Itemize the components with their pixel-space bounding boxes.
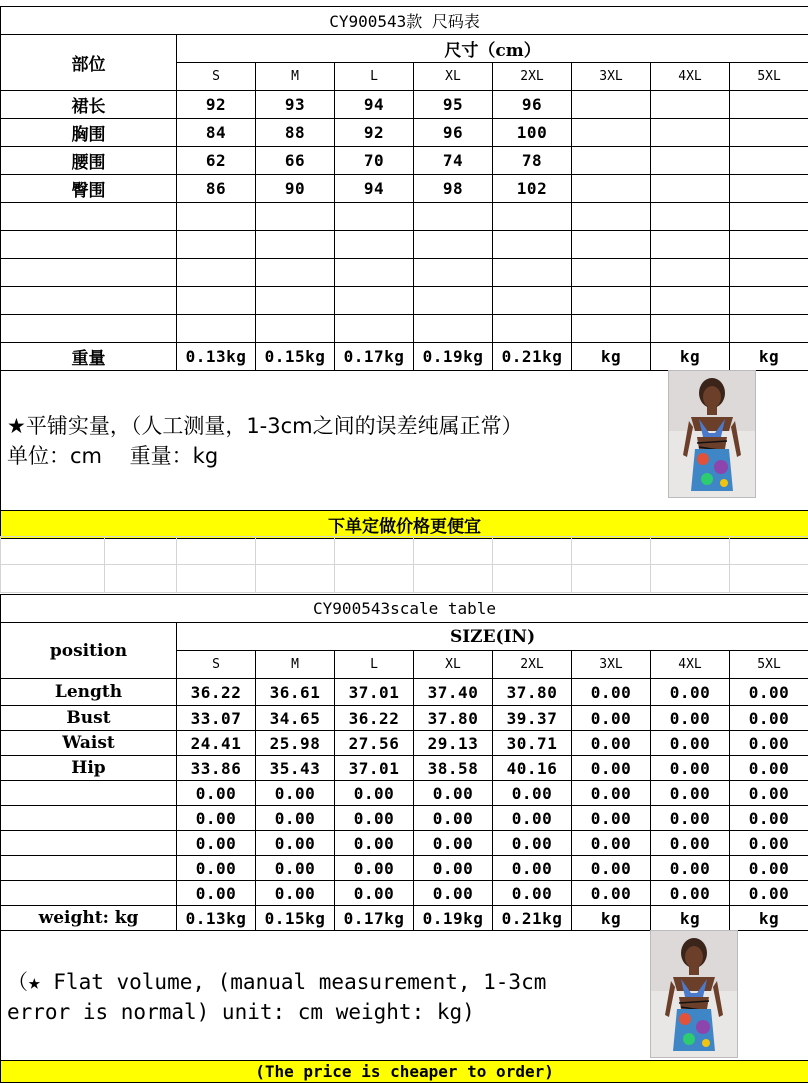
- weight-cell: kg: [572, 343, 651, 371]
- measure-cell: 90: [256, 175, 335, 203]
- measure-cell: [651, 231, 730, 259]
- weight-cell: 0.17kg: [335, 906, 414, 931]
- measure-cell: 0.00: [572, 706, 651, 731]
- measure-cell: [414, 315, 493, 343]
- measure-cell: 0.00: [493, 806, 572, 831]
- measure-cell: 70: [335, 147, 414, 175]
- weight-cell: 0.15kg: [256, 906, 335, 931]
- measure-cell: 0.00: [414, 881, 493, 906]
- measure-cell: [730, 259, 808, 287]
- measure-cell: 98: [414, 175, 493, 203]
- weight-cell: kg: [572, 906, 651, 931]
- measure-cell: [256, 203, 335, 231]
- measure-cell: 24.41: [177, 731, 256, 756]
- measure-cell: [651, 203, 730, 231]
- measure-cell: 0.00: [572, 806, 651, 831]
- measure-cell: [335, 315, 414, 343]
- spacer-grid: [0, 536, 808, 593]
- measure-cell: 29.13: [414, 731, 493, 756]
- measure-cell: 0.00: [651, 679, 730, 706]
- measure-cell: 0.00: [730, 831, 808, 856]
- measure-cell: [256, 287, 335, 315]
- measure-cell: 0.00: [572, 856, 651, 881]
- measure-cell: [651, 91, 730, 119]
- measure-cell: 37.01: [335, 756, 414, 781]
- measure-cell: 78: [493, 147, 572, 175]
- measure-cell: 30.71: [493, 731, 572, 756]
- table-title: CY900543scale table: [1, 595, 808, 623]
- measure-cell: 0.00: [256, 881, 335, 906]
- measure-cell: 36.22: [177, 679, 256, 706]
- weight-cell: 0.19kg: [414, 906, 493, 931]
- measure-cell: [730, 147, 808, 175]
- size-header-2xl: 2XL: [493, 651, 572, 679]
- measure-cell: 36.61: [256, 679, 335, 706]
- size-header-3xl: 3XL: [572, 651, 651, 679]
- measure-cell: 96: [414, 119, 493, 147]
- measure-cell: 0.00: [414, 856, 493, 881]
- measure-cell: [335, 287, 414, 315]
- row-label: [1, 781, 177, 806]
- measure-cell: 62: [177, 147, 256, 175]
- measure-cell: 33.86: [177, 756, 256, 781]
- measure-cell: [572, 175, 651, 203]
- measure-cell: 37.80: [414, 706, 493, 731]
- row-label: 腰围: [1, 147, 177, 175]
- measure-cell: 0.00: [651, 706, 730, 731]
- measure-cell: [572, 147, 651, 175]
- measure-cell: [177, 287, 256, 315]
- weight-label: 重量: [1, 343, 177, 371]
- measure-cell: 94: [335, 91, 414, 119]
- measure-cell: 25.98: [256, 731, 335, 756]
- size-header-4xl: 4XL: [651, 651, 730, 679]
- measure-cell: 37.80: [493, 679, 572, 706]
- row-label: [1, 831, 177, 856]
- measure-cell: [572, 315, 651, 343]
- measure-cell: [730, 175, 808, 203]
- measure-cell: 100: [493, 119, 572, 147]
- measure-cell: [730, 91, 808, 119]
- measure-cell: 0.00: [651, 731, 730, 756]
- weight-cell: 0.13kg: [177, 343, 256, 371]
- row-label: 臀围: [1, 175, 177, 203]
- measure-cell: 0.00: [414, 831, 493, 856]
- measure-cell: [572, 203, 651, 231]
- measure-cell: 0.00: [651, 756, 730, 781]
- measure-cell: 0.00: [730, 856, 808, 881]
- measure-cell: [256, 231, 335, 259]
- row-label: [1, 231, 177, 259]
- measure-cell: 0.00: [493, 856, 572, 881]
- measure-cell: 0.00: [493, 781, 572, 806]
- weight-cell: 0.17kg: [335, 343, 414, 371]
- measure-cell: 0.00: [177, 831, 256, 856]
- weight-cell: 0.21kg: [493, 906, 572, 931]
- size-header-m: M: [256, 63, 335, 91]
- measure-cell: 74: [414, 147, 493, 175]
- weight-cell: kg: [651, 906, 730, 931]
- position-header: 部位: [1, 35, 177, 91]
- measure-cell: [651, 175, 730, 203]
- measure-cell: [414, 203, 493, 231]
- measure-cell: 84: [177, 119, 256, 147]
- weight-label: weight: kg: [1, 906, 177, 931]
- size-header-l: L: [335, 651, 414, 679]
- measure-cell: [572, 91, 651, 119]
- measure-cell: 0.00: [730, 731, 808, 756]
- measure-cell: [493, 231, 572, 259]
- measure-cell: [335, 203, 414, 231]
- measure-cell: 0.00: [572, 731, 651, 756]
- weight-cell: 0.21kg: [493, 343, 572, 371]
- measure-cell: 0.00: [256, 781, 335, 806]
- measure-cell: 0.00: [572, 831, 651, 856]
- size-unit-header: SIZE(IN): [177, 623, 808, 651]
- measure-cell: [177, 315, 256, 343]
- measure-cell: [651, 315, 730, 343]
- row-label: [1, 881, 177, 906]
- measure-cell: [572, 287, 651, 315]
- row-label: Hip: [1, 756, 177, 781]
- weight-cell: 0.13kg: [177, 906, 256, 931]
- size-header-l: L: [335, 63, 414, 91]
- row-label: [1, 287, 177, 315]
- size-header-5xl: 5XL: [730, 651, 808, 679]
- size-unit-header: 尺寸（cm）: [177, 35, 808, 63]
- measure-cell: 86: [177, 175, 256, 203]
- weight-cell: kg: [730, 343, 808, 371]
- measure-cell: 92: [177, 91, 256, 119]
- measure-cell: 0.00: [572, 781, 651, 806]
- weight-cell: kg: [651, 343, 730, 371]
- measure-cell: 0.00: [177, 781, 256, 806]
- row-label: [1, 856, 177, 881]
- measure-cell: [572, 119, 651, 147]
- row-label: [1, 203, 177, 231]
- measure-cell: 0.00: [651, 806, 730, 831]
- row-label: [1, 806, 177, 831]
- measure-cell: 0.00: [730, 781, 808, 806]
- measure-cell: 0.00: [572, 679, 651, 706]
- measure-cell: 0.00: [493, 831, 572, 856]
- measure-cell: 0.00: [335, 806, 414, 831]
- size-header-2xl: 2XL: [493, 63, 572, 91]
- measure-cell: 0.00: [730, 679, 808, 706]
- size-header-4xl: 4XL: [651, 63, 730, 91]
- note-line-2: error is normal) unit: cm weight: kg): [7, 997, 475, 1027]
- row-label: Waist: [1, 731, 177, 756]
- size-header-xl: XL: [414, 63, 493, 91]
- measure-cell: [414, 287, 493, 315]
- price-banner: 下单定做价格更便宜: [1, 511, 808, 539]
- measure-cell: 102: [493, 175, 572, 203]
- row-label: [1, 259, 177, 287]
- measure-cell: [177, 231, 256, 259]
- measure-cell: [335, 231, 414, 259]
- measure-cell: 0.00: [730, 706, 808, 731]
- measure-cell: 0.00: [651, 781, 730, 806]
- measure-cell: 39.37: [493, 706, 572, 731]
- weight-cell: kg: [730, 906, 808, 931]
- measure-cell: [493, 315, 572, 343]
- measure-cell: 38.58: [414, 756, 493, 781]
- measure-cell: 0.00: [335, 881, 414, 906]
- measure-cell: 0.00: [335, 781, 414, 806]
- measure-cell: 93: [256, 91, 335, 119]
- table-title: CY900543款 尺码表: [1, 7, 808, 35]
- size-header-5xl: 5XL: [730, 63, 808, 91]
- measure-cell: 0.00: [572, 881, 651, 906]
- measure-cell: 36.22: [335, 706, 414, 731]
- size-header-xl: XL: [414, 651, 493, 679]
- measure-cell: 88: [256, 119, 335, 147]
- measure-cell: 27.56: [335, 731, 414, 756]
- measure-cell: [730, 287, 808, 315]
- measure-cell: 0.00: [730, 756, 808, 781]
- measure-cell: 0.00: [177, 881, 256, 906]
- measure-cell: 0.00: [651, 881, 730, 906]
- measure-cell: [651, 119, 730, 147]
- measure-cell: [730, 203, 808, 231]
- weight-cell: 0.15kg: [256, 343, 335, 371]
- measure-cell: 0.00: [730, 881, 808, 906]
- weight-cell: 0.19kg: [414, 343, 493, 371]
- measure-cell: 34.65: [256, 706, 335, 731]
- measure-cell: 0.00: [651, 856, 730, 881]
- row-label: Bust: [1, 706, 177, 731]
- position-header: position: [1, 623, 177, 679]
- measure-cell: [256, 315, 335, 343]
- measure-cell: 0.00: [256, 806, 335, 831]
- measure-cell: 35.43: [256, 756, 335, 781]
- measure-cell: 0.00: [177, 806, 256, 831]
- measure-cell: [651, 259, 730, 287]
- size-header-3xl: 3XL: [572, 63, 651, 91]
- measure-cell: 0.00: [335, 831, 414, 856]
- measure-cell: 96: [493, 91, 572, 119]
- measure-cell: [335, 259, 414, 287]
- measure-cell: 94: [335, 175, 414, 203]
- measure-cell: 37.40: [414, 679, 493, 706]
- measure-cell: [414, 231, 493, 259]
- size-header-m: M: [256, 651, 335, 679]
- measure-cell: [572, 231, 651, 259]
- measure-cell: [493, 203, 572, 231]
- measure-cell: 0.00: [335, 856, 414, 881]
- measure-cell: 0.00: [177, 856, 256, 881]
- price-banner: (The price is cheaper to order): [1, 1061, 808, 1083]
- measure-cell: 0.00: [730, 806, 808, 831]
- measure-cell: [572, 259, 651, 287]
- measure-cell: [177, 203, 256, 231]
- measure-cell: 0.00: [256, 856, 335, 881]
- size-header-s: S: [177, 651, 256, 679]
- measure-cell: [177, 259, 256, 287]
- measure-cell: [730, 231, 808, 259]
- measure-cell: 0.00: [414, 781, 493, 806]
- measure-cell: 0.00: [414, 806, 493, 831]
- row-label: 胸围: [1, 119, 177, 147]
- row-label: [1, 315, 177, 343]
- measure-cell: [730, 119, 808, 147]
- measure-cell: [730, 315, 808, 343]
- measure-cell: [414, 259, 493, 287]
- measure-cell: [493, 287, 572, 315]
- size-header-s: S: [177, 63, 256, 91]
- note-line-1: （★ Flat volume, (manual measurement, 1-3cm: [7, 967, 546, 997]
- measure-cell: [256, 259, 335, 287]
- model-photo-icon: [650, 930, 738, 1058]
- measure-cell: [651, 147, 730, 175]
- measure-cell: 0.00: [493, 881, 572, 906]
- measure-cell: 37.01: [335, 679, 414, 706]
- measure-cell: 66: [256, 147, 335, 175]
- measure-cell: 40.16: [493, 756, 572, 781]
- note-line-2: 单位：cm 重量：kg: [7, 441, 218, 471]
- measure-cell: 0.00: [256, 831, 335, 856]
- model-photo-icon: [668, 370, 756, 498]
- measure-cell: 0.00: [651, 831, 730, 856]
- measure-cell: 33.07: [177, 706, 256, 731]
- row-label: 裙长: [1, 91, 177, 119]
- measure-cell: [493, 259, 572, 287]
- row-label: Length: [1, 679, 177, 706]
- measure-cell: 92: [335, 119, 414, 147]
- note-line-1: ★平铺实量，（人工测量，1-3cm之间的误差纯属正常）: [7, 411, 523, 441]
- measure-cell: [651, 287, 730, 315]
- measure-cell: 95: [414, 91, 493, 119]
- measure-cell: 0.00: [572, 756, 651, 781]
